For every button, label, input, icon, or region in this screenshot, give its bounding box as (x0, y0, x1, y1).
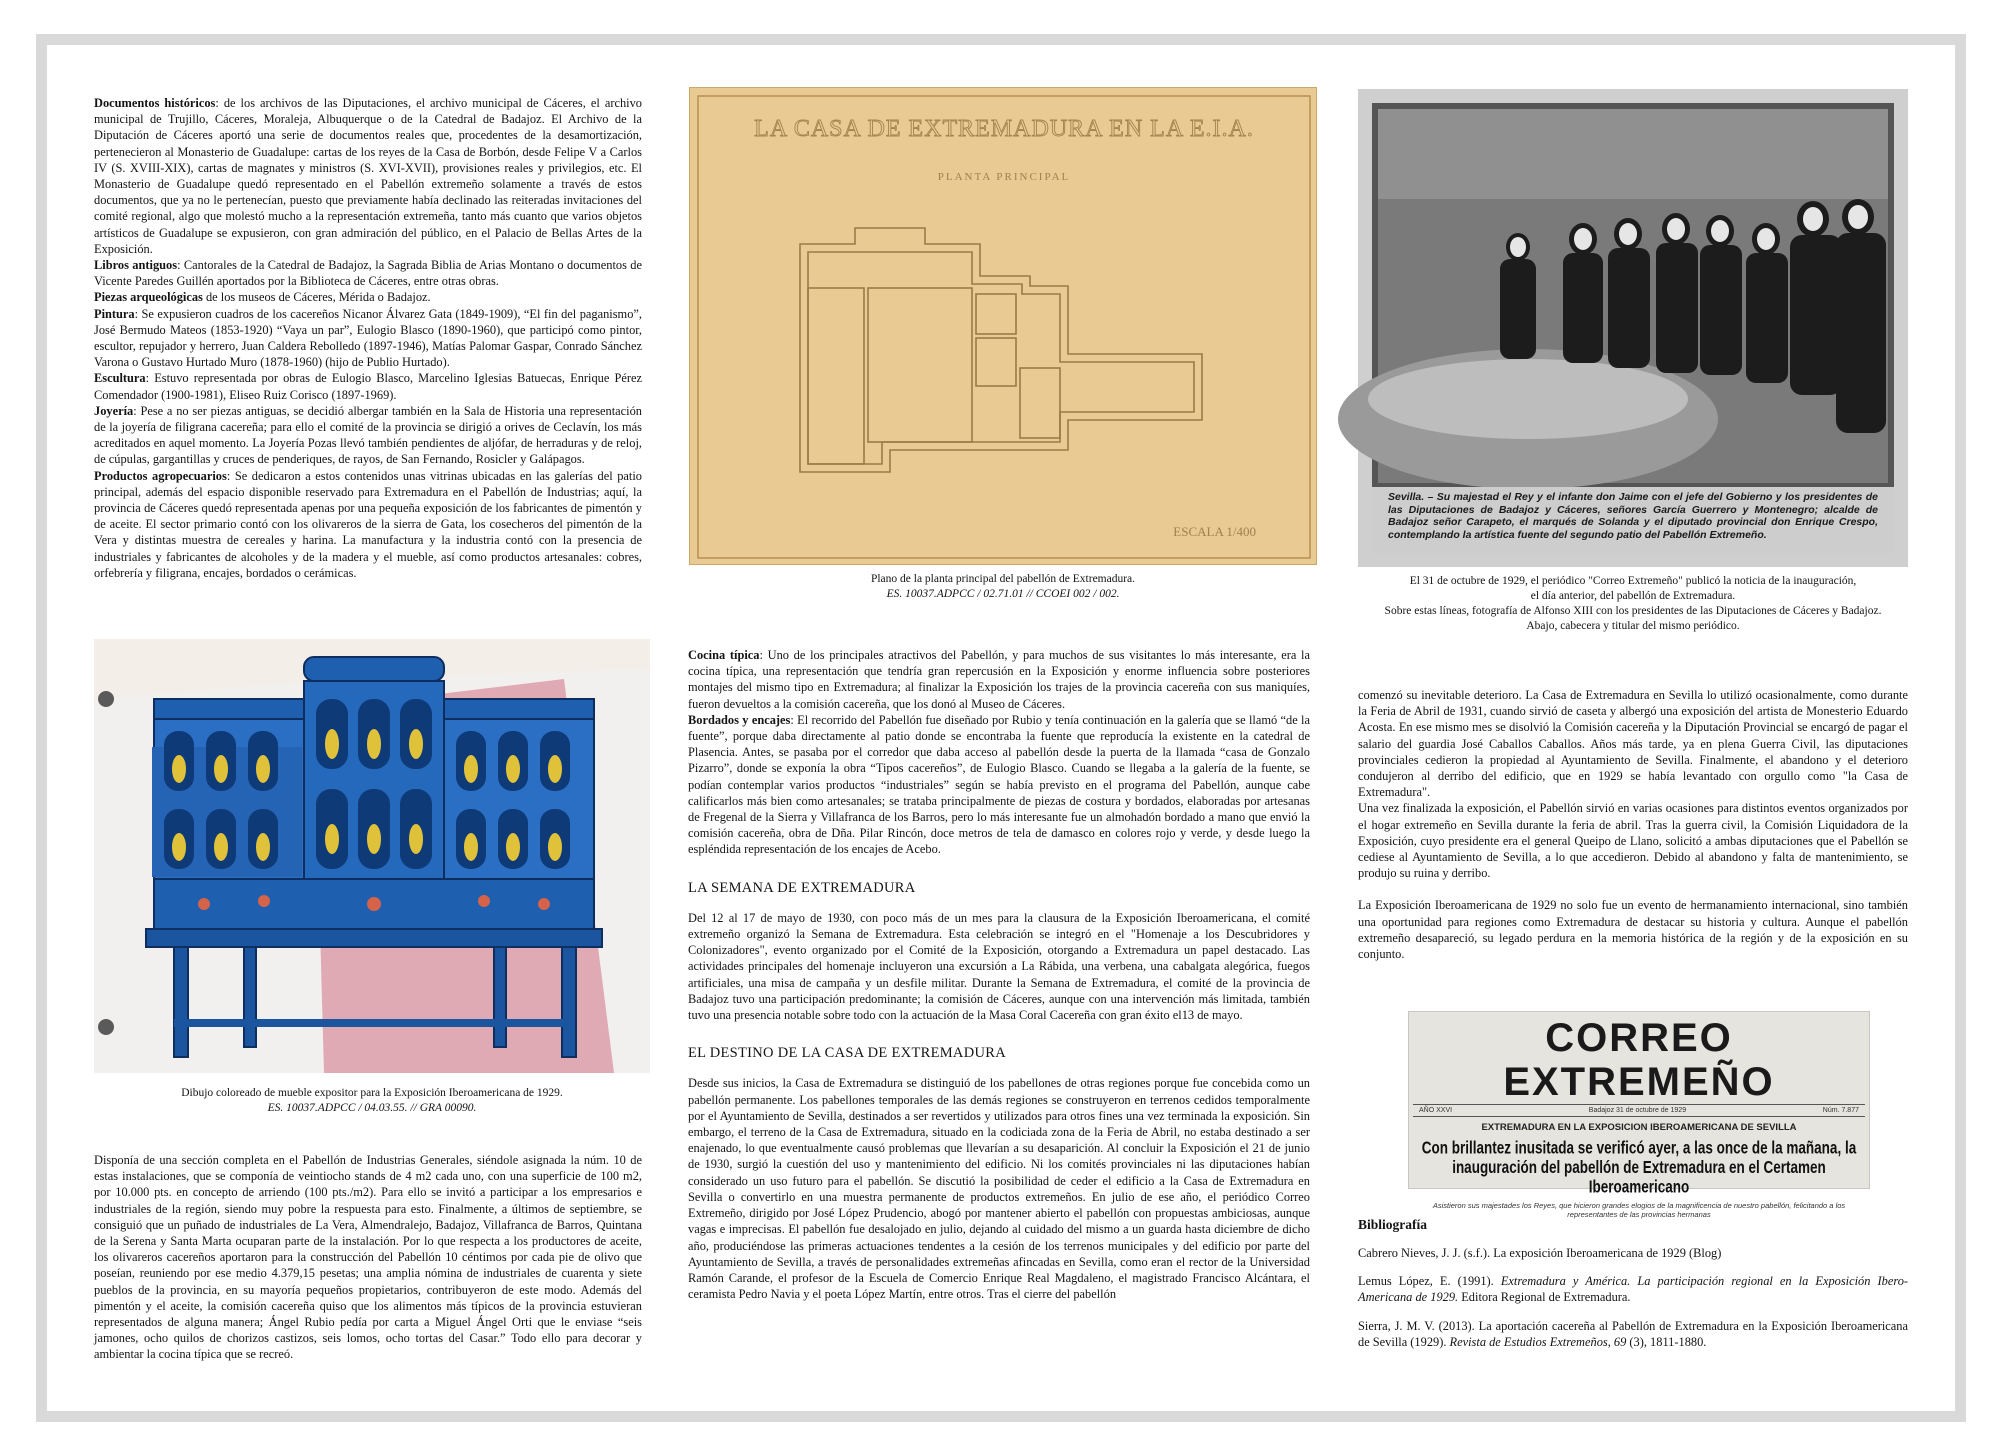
center-text (688, 647, 1310, 1302)
bibliography-title: Bibliografía (1358, 1217, 1428, 1232)
furniture-drawing (94, 639, 650, 1073)
floor-plan-caption: Plano de la planta principal del pabellón de Extremadura. ES. 10037.ADPCC / 02.71.01 // CCOEI 002 / 002. (870, 573, 1136, 600)
list-item: Bordados y encajes: El recorrido del Pabellón fue diseñado por Rubio y tenía continuación en la galería que se llamó “de la fuente”, porque daba directamente al patio donde se encontraba la fuente que reproducía la existente en la catedral de Plasencia. Antes, se pasaba por el corredor que daba acceso al pabellón desde la puerta de la llamada “casa de Gonzalo Pizarro”, donde se exponía la obra “Tipos cacereños”, de Eulogio Blasco. Cuando se llegaba a la galería de la fuente, se podían contemplar varios productos “industriales” según se había previsto en el programa del Pabellón, aunque cabe calificarlos más bien como artesanales; se trataba principalmente de piezas de costura y bordados, elaboradas por artesanas de Fregenal de la Sierra y Villafranca de los Barros, pero lo más interesante fue un almohadón bordado a mano que envió la comisión cacereña, obra de Dña. Pilar Rincón, doce metros de tela de damasco en colores rojo y verde, y desde luego la espléndida representación de los encajes de Acebo. (688, 712, 1310, 857)
newspaper-year: AÑO XXVI (1419, 1107, 1453, 1114)
bibliography-entry: Lemus López, E. (1991). Extremadura y América. La participación regional en la Exposición Ibero-Americana de 1929. Editora Regional de Extremadura. (1358, 1274, 1909, 1305)
newspaper-subhead: Asistieron sus majestades los Reyes, que hicieron grandes elogios de la magnificencia de nuestro pabellón, felicitando a los representantes de las provincias hermanas (1432, 1201, 1846, 1219)
right-paragraph-2: Una vez finalizada la exposición, el Pabellón sirvió en varias ocasiones para distintos eventos organizados por el hogar extremeño en Sevilla durante la feria de abril. Tras la guerra civil, la Comisión Liquidadora de la Exposición, cuyo presidente era el general Queipo de Llano, solicitó a ambas diputaciones que el Pabellón se cediese al Ayuntamiento de Sevilla, a lo que accedieron. Debido al abandono y falta de mantenimiento, se produjo su ruina y derribo. (1358, 801, 1908, 881)
furniture-illustration (94, 639, 650, 1073)
photo-caption-text: Sevilla. – Su majestad el Rey y el infante don Jaime con el jefe del Gobierno y los presidentes de las Diputaciones de Badajoz y Cáceres, señores García Guerrero y Montenegro; alcalde de Badajoz señor Carapeto, el marqués de Solanda y el diputado provincial don Enrique Crespo, contemplando la artística fuente del segundo patio del Pabellón Extremeño. (1388, 491, 1878, 541)
right-paragraph-3: La Exposición Iberoamericana de 1929 no solo fue un evento de hermanamiento internacional, sino también una oportunidad para regiones como Extremadura de destacar su historia y cultura. Aunque el pabellón extremeño desapareció, su legado perdura en la memoria histórica de la región y de la exposición en su conjunto. (1358, 898, 1908, 962)
bibliography-entry: Cabrero Nieves, J. J. (s.f.). La exposición Iberoamericana de 1929 (Blog) (1358, 1246, 1722, 1260)
right-text (1358, 687, 1908, 962)
page-frame (36, 34, 1966, 1422)
newspaper-date: Badajoz 31 de octubre de 1929 (1588, 1107, 1687, 1114)
bibliography-entry: Sierra, J. M. V. (2013). La aportación cacereña al Pabellón de Extremadura en la Exposición Iberoamericana de Sevilla (1929). Revista de Estudios Extremeños, 69 (3), 1811-1880. (1358, 1318, 1908, 1349)
list-item: Cocina típica: Uno de los principales atractivos del Pabellón, y para muchos de sus visitantes lo más interesante, era la cocina típica, una representación que tendría gran repercusión en la Exposición y enorme influencia sobre posteriores montajes del mismo tipo en Extremadura; al finalizar la Exposición los trajes de la provincia cacereña con sus maniquíes, fueron devueltos a la comisión cacereña, que los donó al Museo de Cáceres. (688, 648, 1310, 711)
heritage-list (94, 95, 642, 581)
newspaper-photo (1358, 89, 1908, 567)
plan-subtitle: PLANTA PRINCIPAL (937, 171, 1071, 183)
right-paragraph-1: comenzó su inevitable deterioro. La Casa de Extremadura en Sevilla lo utilizó ocasionalmente, como durante la Feria de Abril de 1931, cuando sirvió de caseta y albergó una exposición del artista de Monesterio Eduardo Acosta. En ese mismo mes se disolvió la Comisión cacereña y la Diputación Provincial se encargó de pagar el salario del guardia José Caballos Caballos. Años más tarde, ya en plena Guerra Civil, las diputaciones provinciales cedieron la propiedad al Ayuntamiento de Sevilla. Finalmente, el abandono y el deterioro condujeron al derribo del edificio, que en 1929 se había levantado con orgullo como "la Casa de Extremadura". (1358, 688, 1908, 800)
furniture-caption: Dibujo coloreado de mueble expositor para la Exposición Iberoamericana de 1929. ES. 10037.ADPCC / 04.03.55. // GRA 00090. (181, 1087, 563, 1114)
newspaper-section: EXTREMADURA EN LA EXPOSICION IBEROAMERICANA DE SEVILLA (1481, 1122, 1797, 1133)
bibliography (1358, 1217, 1908, 1362)
list-item: Pintura: Se expusieron cuadros de los cacereños Nicanor Álvarez Gata (1849-1909), “El fin del paganismo”, José Bermudo Mateos (1853-1920) “Vaya un par”, Eulogio Blasco (1890-1960), que participó como pintor, escultor, repujador y herrero, Juan Caldera Rebolledo (1897-1946), Matías Palomar Gaspar, Conrado Sánchez Varona o Gustavo Hurtado Muro (1878-1960) (hijo de Publio Hurtado). (94, 306, 642, 370)
list-item: Joyería: Pese a no ser piezas antiguas, se decidió albergar también en la Sala de Historia una representación de la joyería de filigrana cacereña; para ello el comité de la provincia se dirigió a orives de Ceclavín, los más acreditados en aquel momento. La Joyería Pozas llevó también pendientes de aljófar, de herraduras y de reloj, de cúpulas, gargantillas y cruces de penderiques, de rayos, de San Fernando, Rosicler y Galápagos. (94, 403, 642, 467)
section-heading-semana: LA SEMANA DE EXTREMADURA (688, 879, 916, 896)
industries-text: Disponía de una sección completa en el Pabellón de Industrias Generales, siéndole asignada la núm. 10 de estas instalaciones, que se componía de veintiocho stands de 4 m2 cada uno, con una superficie de 100 m2, por 10.000 pts. en concepto de arriendo (100 pts./m2). Para ello se invitó a participar a los empresarios e industriales de la región, siendo muy pobre la respuesta para esto. Finalmente, a últimos de septiembre, se consiguió que un puñado de industriales de La Vera, Almendralejo, Badajoz, Villafranca de Barros, Quintana de la Serena y Santa Marta ocuparan parte de la instalación. Por lo que respecta a los productores de aceite, los olivareros cacereños aportaron para la construcción del Pabellón 10 céntimos por cada pie de olivo que poseían, reuniendo por ese medio 4.379,15 pesetas; una amplia nómina de industriales de cuarenta y siete pueblos de la provincia, en su mayoría pequeños propietarios, contribuyeron de este modo. Además del pimentón y el aceite, la comisión cacereña quiso que los alimentos más típicos de la provincia estuvieran representados de alguna manera; Ángel Rubio pedía por carta a Miguel Ángel Orti que le enviase “seis jamones, ocho quilos de chorizos castizos, seis lomos, ocho tortas del Casar.” Todo ello para decorar y ambientar la cocina típica que se recreó. (94, 1153, 642, 1362)
floor-plan-image (689, 87, 1317, 565)
newspaper-masthead: CORREO EXTREMEÑO (1503, 1016, 1775, 1104)
newspaper-number: Núm. 7.877 (1822, 1107, 1859, 1114)
list-item: Libros antiguos: Cantorales de la Catedral de Badajoz, la Sagrada Biblia de Arias Montano o documentos de Vicente Paredes Guillén aportados por la Biblioteca de Cáceres, entre otras obras. (94, 258, 643, 289)
newspaper-header (1408, 1011, 1870, 1219)
list-item: Productos agropecuarios: Se dedicaron a estos contenidos unas vitrinas ubicadas en las galerías del patio principal, además del espacio disponible reservado para Extremadura en el Pabellón de Industrias; aquí, la provincia de Cáceres quedó representada apenas por una pequeña exposición de los fabricantes de pimentón y de aceite. El sector primario contó con los olivareros de la sierra de Gata, los cosecheros del pimentón de la Vera y distintas muestra de cereales y harina. La manufactura y la industria contó con la presencia de industriales y fabricantes de alcoholes y de la madera y el mueble, así como productos artesanales: cobres, orfebrería y filigrana, encajes, bordados o cerámicas. (94, 468, 642, 580)
plan-title: LA CASA DE EXTREMADURA EN LA E.I.A. (754, 116, 1254, 142)
list-item: Documentos históricos: de los archivos de las Diputaciones, el archivo municipal de Cáceres, el archivo municipal de Trujillo, Cáceres, Moraleja, Albuquerque o de la Catedral de Badajoz. El Archivo de la Diputación de Cáceres aportó una serie de documentos reales que, procedentes de la desamortización, pertenecieron al Monasterio de Guadalupe: cartas de los reyes de la Casa de Borbón, desde Felipe V a Carlos IV (S. XVIII-XIX), cartas de magnates y ministros (S. XVI-XVII), provisiones reales y privilegios, etc. El Monasterio de Guadalupe quedó representado en el Pabellón extremeño solamente a través de estos documentos, que ya no le pertenecían, puesto que previamente había declinado las reiteradas invitaciones del comité regional, algo que molestó mucho a la representación extremeña, tanto más cuanto que varios objetos artísticos de Guadalupe se expusieron, con gran admiración del público, en el Palacio de Bellas Artes de la Exposición. (94, 96, 642, 256)
list-item: Piezas arqueológicas de los museos de Cáceres, Mérida o Badajoz. (94, 290, 431, 305)
destino-paragraph: Desde sus inicios, la Casa de Extremadura se distinguió de los pabellones de otras regiones porque fue concebida como un pabellón permanente. Los pabellones temporales de las demás regiones se construyeron en terrenos cedidos temporalmente por el Ayuntamiento de Sevilla, destinados a ser revertidos y utilizados para otros fines una vez terminada la exposición. Sin embargo, el terreno de la Casa de Extremadura, situado en la codiciada zona de la Feria de Abril, no estaba destinado a ser enajenado, lo que eventualmente causó problemas que llevarían a su desaparición. Al concluir la Exposición el 21 de junio de 1930, surgió la cuestión del uso y mantenimiento del edificio. Ni los comités provinciales ni las diputaciones habían considerado un uso futuro para el pabellón. Se discutió la posibilidad de ceder el edificio a la Casa de Extremadura en Sevilla o convertirlo en una muestra permanente de productos extremeños. En julio de ese año, el periódico Correo Extremeño, dirigido por José López Prudencio, abogó por mantener abierto el pabellón con propuestas ambiciosas, aunque vagas e imprecisas. El pabellón fue desalojado en julio, dejando al cuidado del mismo a un guarda hasta diciembre de dicho año, produciéndose las primeras actuaciones tendentes a la cesión de los terrenos municipales y del edificio por parte del Ayuntamiento de Sevilla, a través de personalidades extremeñas afincadas en Sevilla, como eran el rector de la Universidad Ramón Carande, el profesor de la Escuela de Comercio Enrique Real Magdaleno, el magistrado Francisco Alcántara, el ceramista Pedro Navia y el poeta López Martín, entre otros. Tras el cierre del pabellón (688, 1076, 1310, 1302)
section-heading-destino: EL DESTINO DE LA CASA DE EXTREMADURA (688, 1045, 1006, 1062)
newspaper-headline: Con brillantez inusitada se verificó ayer, a las once de la mañana, la inauguración del pabellón de Extremadura en el Certamen Iberoamericano (1421, 1138, 1857, 1197)
semana-paragraph: Del 12 al 17 de mayo de 1930, con poco más de un mes para la clausura de la Exposición Iberoamericana, el comité extremeño organizó la Semana de Extremadura. Esta celebración se integró en el "Homenaje a los Descubridores y Colonizadores", evento organizado por el Comité de la Exposición, otorgando a Extremadura un papel destacado. Las actividades principales del homenaje incluyeron una excursión a La Rábida, una verbena, una cabalgata alegórica, fuegos artificiales, una misa de campaña y un desfile militar. Durante la Semana de Extremadura, el comité de la provincia de Badajoz tuvo una participación predominante; la comisión de Cáceres, aunque con una intervención más limitada, también tuvo una presencia notable sobre todo con la actuación de la Masa Coral Cacereña con gran éxito el13 de mayo. (688, 910, 1310, 1023)
plan-scale: ESCALA 1/400 (1173, 524, 1256, 539)
floor-plan-drawing (690, 88, 1318, 566)
photo-caption: El 31 de octubre de 1929, el periódico "Correo Extremeño" publicó la noticia de la inauguración, el día anterior, del pabellón de Extremadura. Sobre estas líneas, fotografía de Alfonso XIII con los presidentes de las Diputaciones de Cáceres y Badajoz. Abajo, cabecera y titular del mismo periódico. (1384, 575, 1882, 632)
list-item: Escultura: Estuvo representada por obras de Eulogio Blasco, Marcelino Iglesias Batuecas, Enrique Pérez Comendador (1900-1981), Eliseo Ruiz Corisco (1897-1969). (94, 371, 642, 402)
